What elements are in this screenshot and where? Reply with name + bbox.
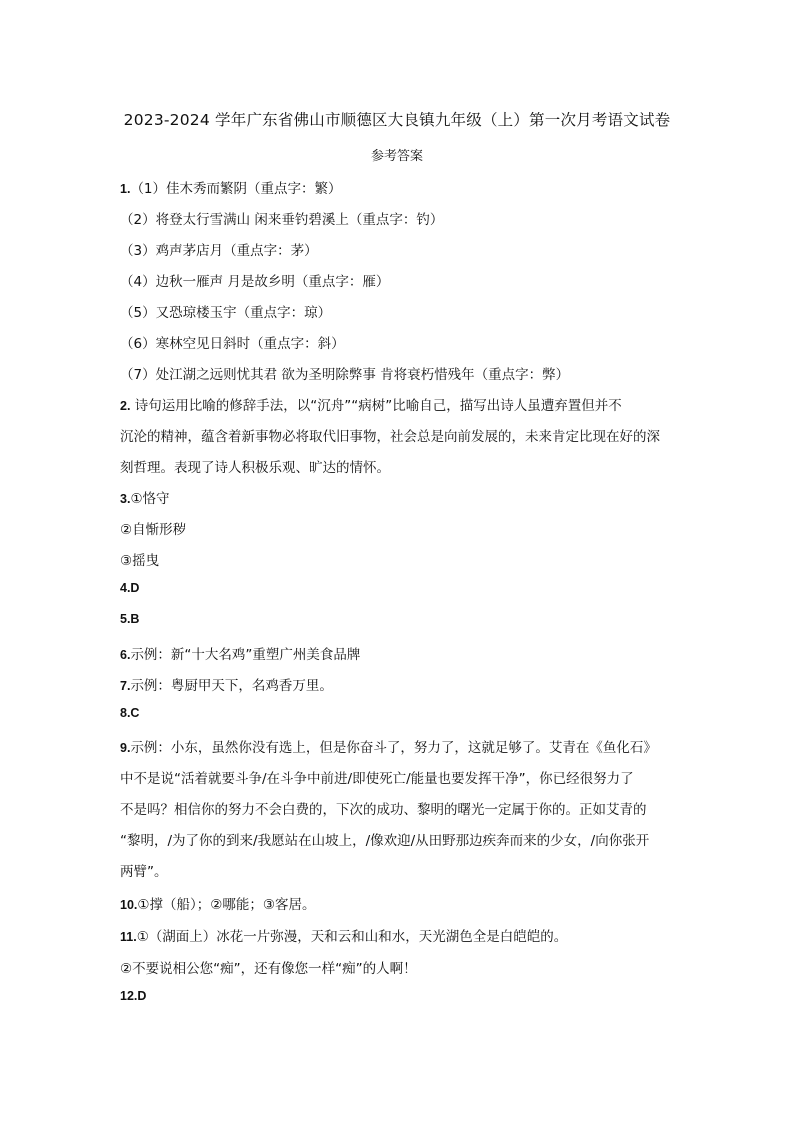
answer-line xyxy=(120,456,390,476)
question-number: 12.D xyxy=(120,989,147,1003)
answer-line xyxy=(120,580,139,596)
answer-line xyxy=(120,988,146,1004)
answer-text: （5）又恐琼楼玉宇（重点字：琼） xyxy=(120,305,332,321)
answer-line xyxy=(120,798,647,818)
answer-line xyxy=(120,425,660,445)
answer-text: 不是吗？相信你的努力不会白费的，下次的成功、黎明的曙光一定属于你的。正如艾青的 xyxy=(120,802,647,818)
answer-text: 示例：新“十大名鸡”重塑广州美食品牌 xyxy=(130,647,361,663)
question-number: 2. xyxy=(120,399,131,413)
answer-text: （1）佳木秀而繁阴（重点字：繁） xyxy=(130,181,342,197)
answer-text: （6）寒林空见日斜时（重点字：斜） xyxy=(120,336,345,352)
answer-line xyxy=(120,957,417,977)
answer-text: （2）将登太行雪满山 闲来垂钓碧溪上（重点字：钓） xyxy=(120,212,444,228)
answer-text: 示例：粤厨甲天下，名鸡香万里。 xyxy=(130,678,333,694)
question-number: 6. xyxy=(120,648,131,662)
answer-text: ①撑（船）；②哪能；③客居。 xyxy=(137,897,316,913)
answer-line xyxy=(120,177,342,197)
answer-text: 沉沦的精神，蕴含着新事物必将取代旧事物，社会总是向前发展的，未来肯定比现在好的深 xyxy=(120,429,660,445)
answer-text: 诗句运用比喻的修辞手法，以“沉舟”“病树”比喻自己，描写出诗人虽遭弃置但并不 xyxy=(130,398,622,414)
answer-text: “黎明，/为了你的到来/我愿站在山坡上，/像欢迎/从田野那边疾奔而来的少女，/向你张开 xyxy=(120,833,650,849)
answer-line xyxy=(120,270,389,290)
answer-line xyxy=(120,860,168,880)
answer-text: 中不是说“活着就要斗争/在斗争中前进/即使死亡/能量也要发挥干净”，你已经很努力了 xyxy=(120,771,634,787)
answer-line xyxy=(120,487,170,507)
answer-line xyxy=(120,611,139,627)
answer-line xyxy=(120,893,315,913)
answer-text: （7）处江湖之远则忧其君 欲为圣明除弊事 肯将衰朽惜残年（重点字：弊） xyxy=(120,367,570,383)
answer-line xyxy=(120,767,634,787)
question-number: 9. xyxy=(120,741,131,755)
document-title: 2023-2024 学年广东省佛山市顺德区大良镇九年级（上）第一次月考语文试卷 xyxy=(123,111,671,129)
answer-line xyxy=(120,301,331,321)
answer-line xyxy=(120,208,443,228)
question-number: 1. xyxy=(120,182,131,196)
answer-text: 示例：小东，虽然你没有选上，但是你奋斗了，努力了，这就足够了。艾青在《鱼化石》 xyxy=(130,740,657,756)
question-number: 8.C xyxy=(120,706,140,720)
answer-line xyxy=(120,363,569,383)
answer-text: 两臂”。 xyxy=(120,864,168,880)
document-subtitle: 参考答案 xyxy=(370,149,423,164)
question-number: 4.D xyxy=(120,581,140,595)
answer-text: ③摇曳 xyxy=(120,553,160,569)
question-number: 10. xyxy=(120,898,138,912)
answer-line xyxy=(120,736,657,756)
answer-line xyxy=(120,925,567,945)
answer-line xyxy=(120,239,318,259)
answer-text: ①恪守 xyxy=(130,491,170,507)
answer-line xyxy=(120,705,139,721)
question-number: 11. xyxy=(120,930,137,944)
question-number: 5.B xyxy=(120,612,140,626)
answer-line xyxy=(120,829,649,849)
answer-text: ②自惭形秽 xyxy=(120,522,187,538)
answer-text: （4）边秋一雁声 月是故乡明（重点字：雁） xyxy=(120,274,390,290)
answer-line xyxy=(120,549,159,569)
answer-text: ②不要说相公您“痴”，还有像您一样“痴”的人啊！ xyxy=(120,961,417,977)
question-number: 7. xyxy=(120,679,131,693)
answer-text: ①（湖面上）冰花一片弥漫，天和云和山和水，天光湖色全是白皑皑的。 xyxy=(136,929,568,945)
answer-line xyxy=(120,518,186,538)
answer-line xyxy=(120,394,622,414)
question-number: 3. xyxy=(120,492,131,506)
answer-text: （3）鸡声茅店月（重点字：茅） xyxy=(120,243,318,259)
answer-text: 刻哲理。表现了诗人积极乐观、旷达的情怀。 xyxy=(120,460,390,476)
answer-line xyxy=(120,332,345,352)
answer-line xyxy=(120,643,360,663)
answer-line xyxy=(120,674,333,694)
